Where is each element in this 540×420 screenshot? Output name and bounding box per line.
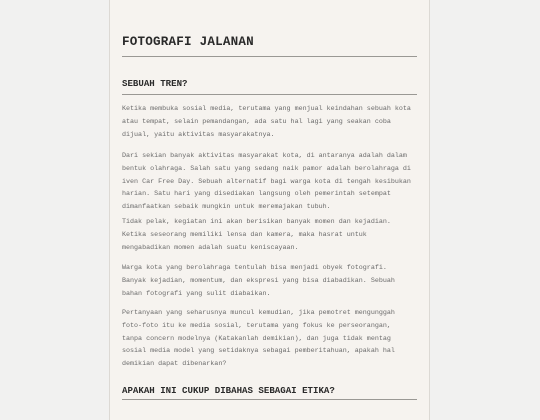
article-page [109, 0, 430, 420]
paragraph: Pertanyaan yang seharusnya muncul kemudian, jika pemotret mengunggah foto-foto itu ke media sosial, terutama yang fokus ke perseorangan, tanpa concern modelnya (Katakanlah demikian), dan juga tidak mentag sosial media model yang setidaknya sebagai pemberitahuan, apakah hal demikian dapat dibenarkan? [122, 309, 395, 369]
page-title: FOTOGRAFI JALANAN [122, 35, 254, 49]
paragraph: Warga kota yang berolahraga tentulah bisa menjadi obyek fotografi. Banyak kejadian, momentum, dan ekspresi yang bisa diabadikan. Sebuah bahan fotografi yang sulit diabaikan. [122, 264, 395, 298]
section-heading: SEBUAH TREN? [122, 78, 188, 89]
title-divider [122, 56, 417, 57]
paragraph: Ketika membuka sosial media, terutama yang menjual keindahan sebuah kota atau tempat, selain pemandangan, ada satu hal lagi yang seakan coba dijual, yaitu aktivitas masyarakatnya. [122, 105, 411, 139]
section-divider [122, 399, 417, 400]
paragraph: Tidak pelak, kegiatan ini akan berisikan banyak momen dan kejadian. Ketika seseorang memiliki lensa dan kamera, maka hasrat untuk mengabadikan momen adalah suatu keniscayaan. [122, 218, 391, 252]
section-heading: APAKAH INI CUKUP DIBAHAS SEBAGAI ETIKA? [122, 385, 335, 396]
paragraph: Dari sekian banyak aktivitas masyarakat kota, di antaranya adalah dalam bentuk olahraga. Salah satu yang sedang naik pamor adalah berolahraga di iven Car Free Day. Sebuah alternatif bagi warga kota di tengah kesibukan harian. Satu hari yang disediakan langsung oleh pemerintah setempat dimanfaatkan sebaik mungkin untuk meremajakan tubuh. [122, 152, 411, 212]
section-divider [122, 94, 417, 95]
